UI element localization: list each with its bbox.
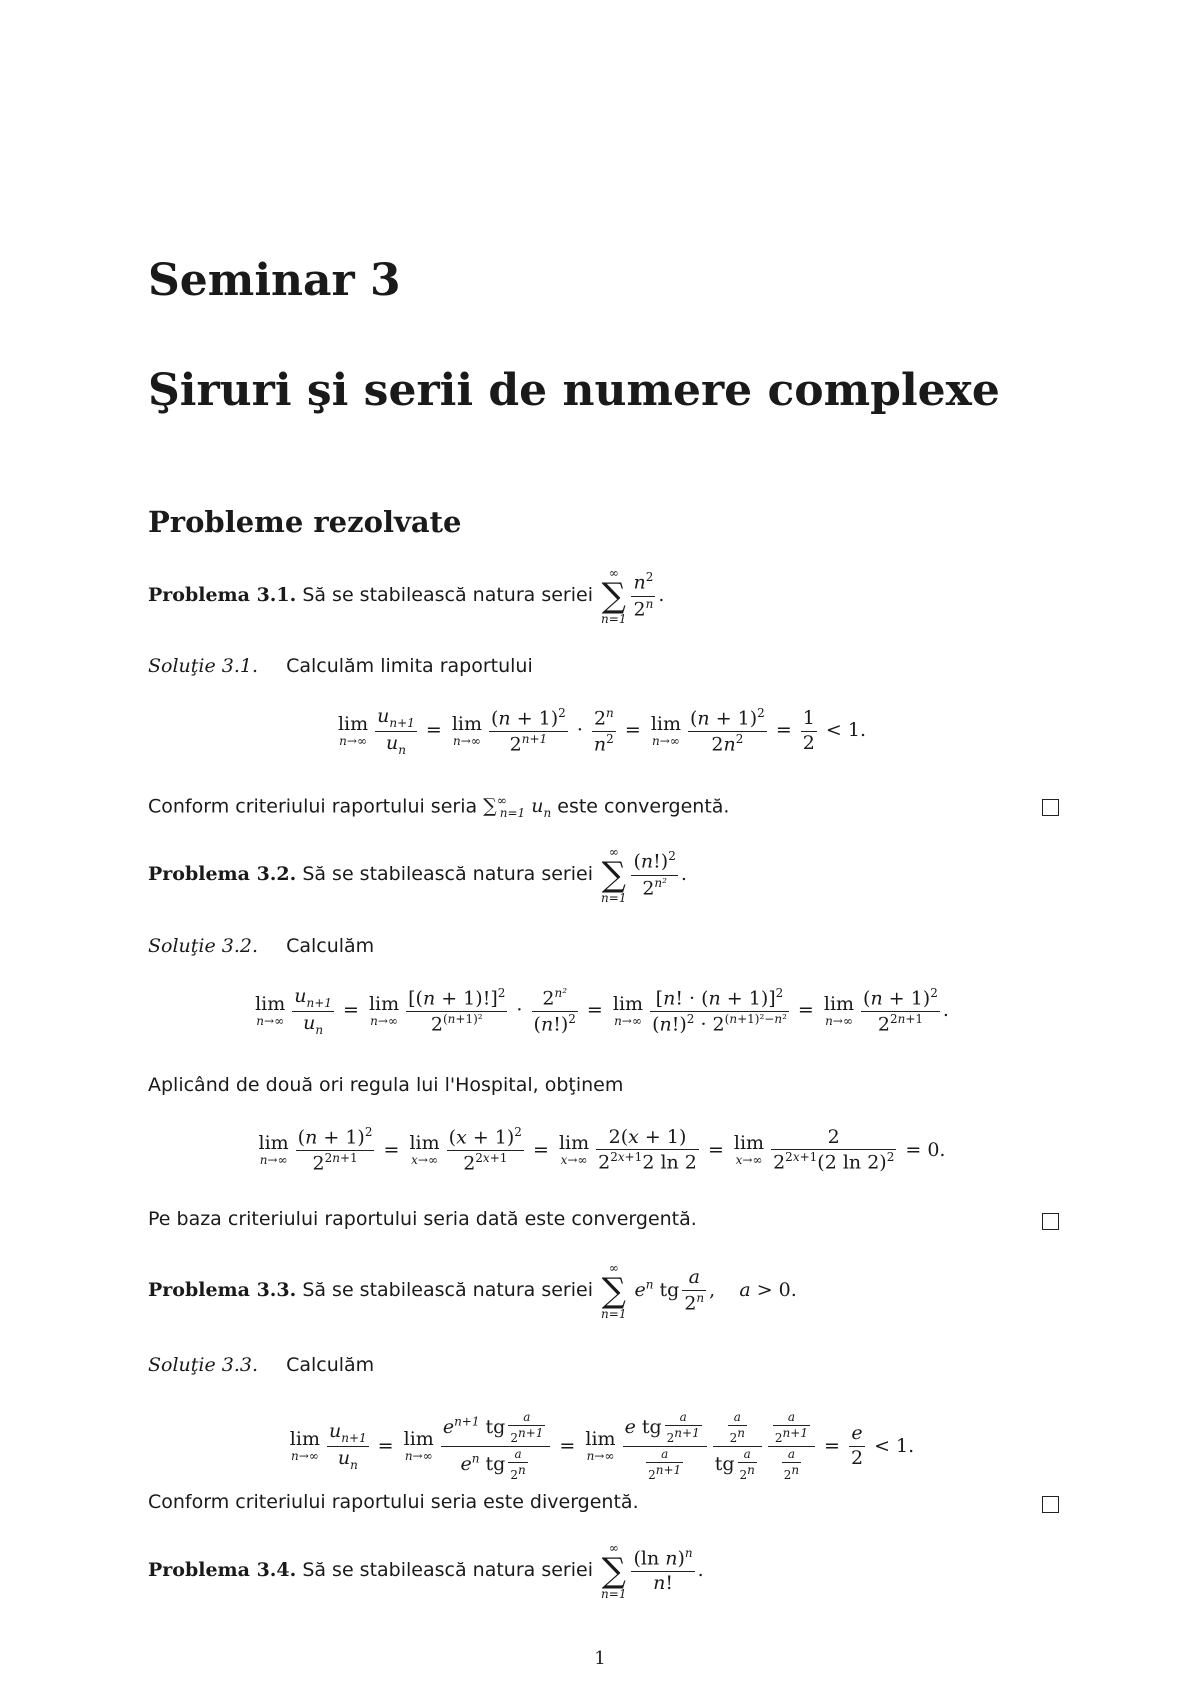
inline-series: $\sum^\infty_{n=1}$ $u_n$ [483, 794, 552, 821]
solution-label: Soluţie 3.1. [148, 655, 259, 677]
chapter-title: Şiruri şi serii de numere complexe [148, 365, 1000, 416]
qed-symbol [1042, 1213, 1059, 1230]
problem-text: Să se stabilească natura seriei [302, 863, 593, 885]
problem-3-4 [148, 1542, 704, 1600]
conclusion-3-1 [148, 794, 729, 820]
series-formula: ∞ ∑ n=1 $\frac{(\ln n)^n}{n!}$ . [601, 1541, 704, 1601]
equation-3-2: lim n→∞ $\frac{u_{n+1}}{u_n}$ = lim n→∞ $\frac{[(n + 1)!]^2}{2^{(n+1)^2}}$ · $\frac{2^{n^2}}{(n!)^2}$ = lim n→∞ $\frac{[n! \cdot (n + 1)]^2}{(n!)^2 \cdot 2^{(n+1)^2-n^2}}$ = lim n→∞ $\frac{(n + 1)^2}{2^{2n+1}}$ . [255, 985, 949, 1037]
conclusion-3-2: Pe baza criteriului raportului seria dată este convergentă. [148, 1208, 697, 1230]
problem-text: Să se stabilească natura seriei [302, 1279, 593, 1301]
qed-symbol [1042, 1496, 1059, 1513]
equation-3-2-lhospital: lim n→∞ $\frac{(n + 1)^2}{2^{2n+1}}$ = lim x→∞ $\frac{(x + 1)^2}{2^{2x+1}}$ = lim x→∞ $\frac{2(x + 1)}{2^{2x+1}2 \ln 2}$ = lim x→∞ $\frac{2}{2^{2x+1}(2 \ln 2)^2}$ = 0. [258, 1125, 946, 1175]
problem-label: Problema 3.1. [148, 584, 297, 606]
series-formula: ∞ ∑ n=1 $e^n$ tg $\frac{a}{2^n}$ , a > 0. [601, 1261, 797, 1321]
conclusion-text-end: este convergentă. [557, 795, 730, 818]
solution-3-3-intro [148, 1354, 374, 1376]
section-title: Probleme rezolvate [148, 505, 462, 539]
solution-3-2-intro [148, 935, 374, 957]
solution-label: Soluţie 3.3. [148, 1354, 259, 1376]
qed-symbol [1042, 799, 1059, 816]
solution-text: Calculăm [286, 1354, 375, 1376]
problem-3-2 [148, 846, 687, 904]
problem-text: Să se stabilească natura seriei [302, 584, 593, 606]
conclusion-3-3: Conform criteriului raportului seria este divergentă. [148, 1491, 639, 1513]
seminar-title: Seminar 3 [148, 255, 401, 306]
page-number: 1 [594, 1648, 606, 1669]
problem-3-3 [148, 1262, 797, 1320]
equation-3-1: lim n→∞ $\frac{u_{n+1}}{u_n}$ = lim n→∞ $\frac{(n + 1)^2}{2^{n+1}}$ · $\frac{2^n}{n^2}$ = lim n→∞ $\frac{(n + 1)^2}{2n^2}$ = $\frac{1}{2}$ < 1. [337, 705, 867, 757]
equation-3-3: lim n→∞ $\frac{u_{n+1}}{u_n}$ = lim n→∞ $e^{n+1}$ tg $\frac{a}{2^{n+1}}$ $e^n$ tg $\frac{a}{2^n}$ = lim n→∞ e tg $\frac{a}{2^{n+1}}$ $\frac{a}{2^{n+1}}$ $\frac{a}{2^n}$ tg $\frac{a}{2^n}$ $\frac{\frac{a}{2^{n+1}}}{\frac{a}{2^n}}$ = $\frac{e}{2}$ < 1. [289, 1410, 915, 1482]
problem-label: Problema 3.3. [148, 1279, 297, 1301]
series-formula: ∞ ∑ n=1 $\frac{n^2}{2^n}$ . [601, 566, 665, 626]
problem-3-1 [148, 567, 664, 625]
solution-text: Calculăm [286, 935, 375, 957]
conclusion-text-start: Conform criteriului raportului seria [148, 795, 478, 818]
problem-label: Problema 3.4. [148, 1559, 297, 1581]
solution-label: Soluţie 3.2. [148, 935, 259, 957]
problem-label: Problema 3.2. [148, 863, 297, 885]
solution-3-1-intro [148, 655, 533, 677]
series-formula: ∞ ∑ n=1 $\frac{(n!)^2}{2^{n^2}}$ . [601, 845, 687, 905]
problem-text: Să se stabilească natura seriei [302, 1559, 593, 1581]
solution-3-2-middle: Aplicând de două ori regula lui l'Hospital, obţinem [148, 1074, 624, 1096]
solution-text: Calculăm limita raportului [286, 655, 533, 677]
